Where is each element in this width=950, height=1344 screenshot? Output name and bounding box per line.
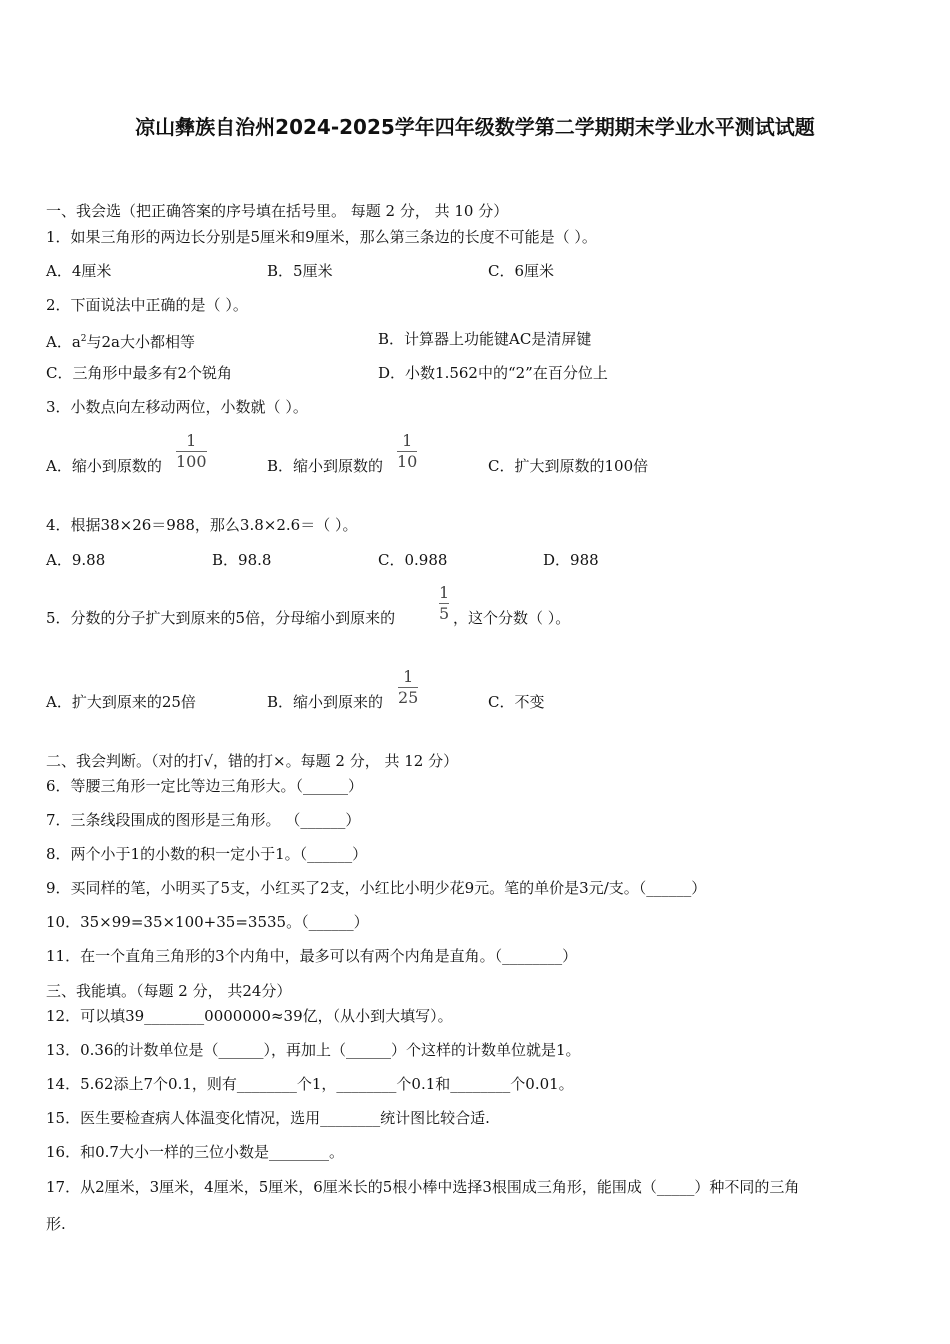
question-8: 8．两个小于1的小数的积一定小于1。（______） <box>46 845 368 863</box>
question-2-stem: 2．下面说法中正确的是（ ）。 <box>46 296 248 314</box>
question-5-stem-start: 5．分数的分子扩大到原来的5倍，分母缩小到原来的 <box>46 609 396 627</box>
question-2-option-d: D．小数1.562中的“2”在百分位上 <box>378 364 608 382</box>
question-5-option-c: C．不变 <box>488 693 545 711</box>
question-12: 12．可以填39________0000000≈39亿，（从小到大填写）。 <box>46 1007 453 1025</box>
question-11: 11．在一个直角三角形的3个内角中，最多可以有两个内角是直角。（________） <box>46 947 578 965</box>
question-1-option-a: A．4厘米 <box>46 262 112 280</box>
denominator: 100 <box>176 452 207 471</box>
question-4-option-c: C．0.988 <box>378 551 448 569</box>
question-7: 7．三条线段围成的图形是三角形。 （______） <box>46 811 361 829</box>
numerator: 1 <box>402 431 413 450</box>
exponent: 2 <box>80 334 87 344</box>
question-5-option-b: B．缩小到原来的 <box>267 693 384 711</box>
question-3-option-c: C．扩大到原数的100倍 <box>488 457 649 475</box>
denominator: 10 <box>397 452 418 471</box>
denominator: 25 <box>398 688 419 707</box>
question-1-stem: 1．如果三角形的两边长分别是5厘米和9厘米，那么第三条边的长度不可能是（ ）。 <box>46 228 597 246</box>
question-17-line-1: 17．从2厘米，3厘米，4厘米，5厘米，6厘米长的5根小棒中选择3根围成三角形，能围成（_____）种不同的三角 <box>46 1178 800 1196</box>
question-4-option-b: B．98.8 <box>212 551 272 569</box>
page-title: 凉山彝族自治州2024-2025学年四年级数学第二学期期末学业水平测试试题 <box>135 115 815 139</box>
question-14: 14．5.62添上7个0.1，则有________个1，________个0.1和________个0.01。 <box>46 1075 574 1093</box>
section-3-heading: 三、我能填。（每题 2 分， 共24分） <box>46 982 292 1000</box>
option-a-suffix: 与2a大小都相等 <box>86 333 196 351</box>
denominator: 5 <box>439 604 450 623</box>
question-9: 9．买同样的笔，小明买了5支，小红买了2支，小红比小明少花9元。笔的单价是3元/支。（______） <box>46 879 707 897</box>
question-3-stem: 3．小数点向左移动两位，小数就（ ）。 <box>46 398 308 416</box>
question-1-option-c: C．6厘米 <box>488 262 555 280</box>
question-13: 13．0.36的计数单位是（______），再加上（______）个这样的计数单位就是1。 <box>46 1041 581 1059</box>
question-4-option-d: D．988 <box>543 551 599 569</box>
fraction-1-25 <box>398 668 418 707</box>
fraction-1-10 <box>397 432 417 471</box>
numerator: 1 <box>403 667 414 686</box>
question-5-stem-end: ，这个分数（ ）。 <box>453 609 571 627</box>
question-4-stem: 4．根据38×26＝988，那么3.8×2.6＝（ ）。 <box>46 516 358 534</box>
numerator: 1 <box>439 583 450 602</box>
question-3-option-b: B．缩小到原数的 <box>267 457 384 475</box>
fraction-1-100 <box>176 432 207 471</box>
fraction-1-5 <box>439 584 449 623</box>
numerator: 1 <box>186 431 197 450</box>
question-3-option-a: A．缩小到原数的 <box>46 457 162 475</box>
option-a-prefix: A．a <box>46 333 81 351</box>
question-6: 6．等腰三角形一定比等边三角形大。（______） <box>46 777 364 795</box>
section-2-heading: 二、我会判断。（对的打√，错的打×。每题 2 分， 共 12 分） <box>46 752 459 770</box>
question-2-option-c: C．三角形中最多有2个锐角 <box>46 364 233 382</box>
question-2-option-b: B．计算器上功能键AC是清屏键 <box>378 330 592 348</box>
question-15: 15．医生要检查病人体温变化情况，选用________统计图比较合适. <box>46 1109 490 1127</box>
question-16: 16．和0.7大小一样的三位小数是________。 <box>46 1143 344 1161</box>
question-2-option-a <box>46 329 195 352</box>
question-5-option-a: A．扩大到原来的25倍 <box>46 693 196 711</box>
question-17-line-2: 形. <box>46 1215 66 1233</box>
section-1-heading: 一、我会选（把正确答案的序号填在括号里。 每题 2 分， 共 10 分） <box>46 202 509 220</box>
question-10: 10．35×99=35×100+35=3535。（______） <box>46 913 369 931</box>
question-1-option-b: B．5厘米 <box>267 262 333 280</box>
question-4-option-a: A．9.88 <box>46 551 106 569</box>
